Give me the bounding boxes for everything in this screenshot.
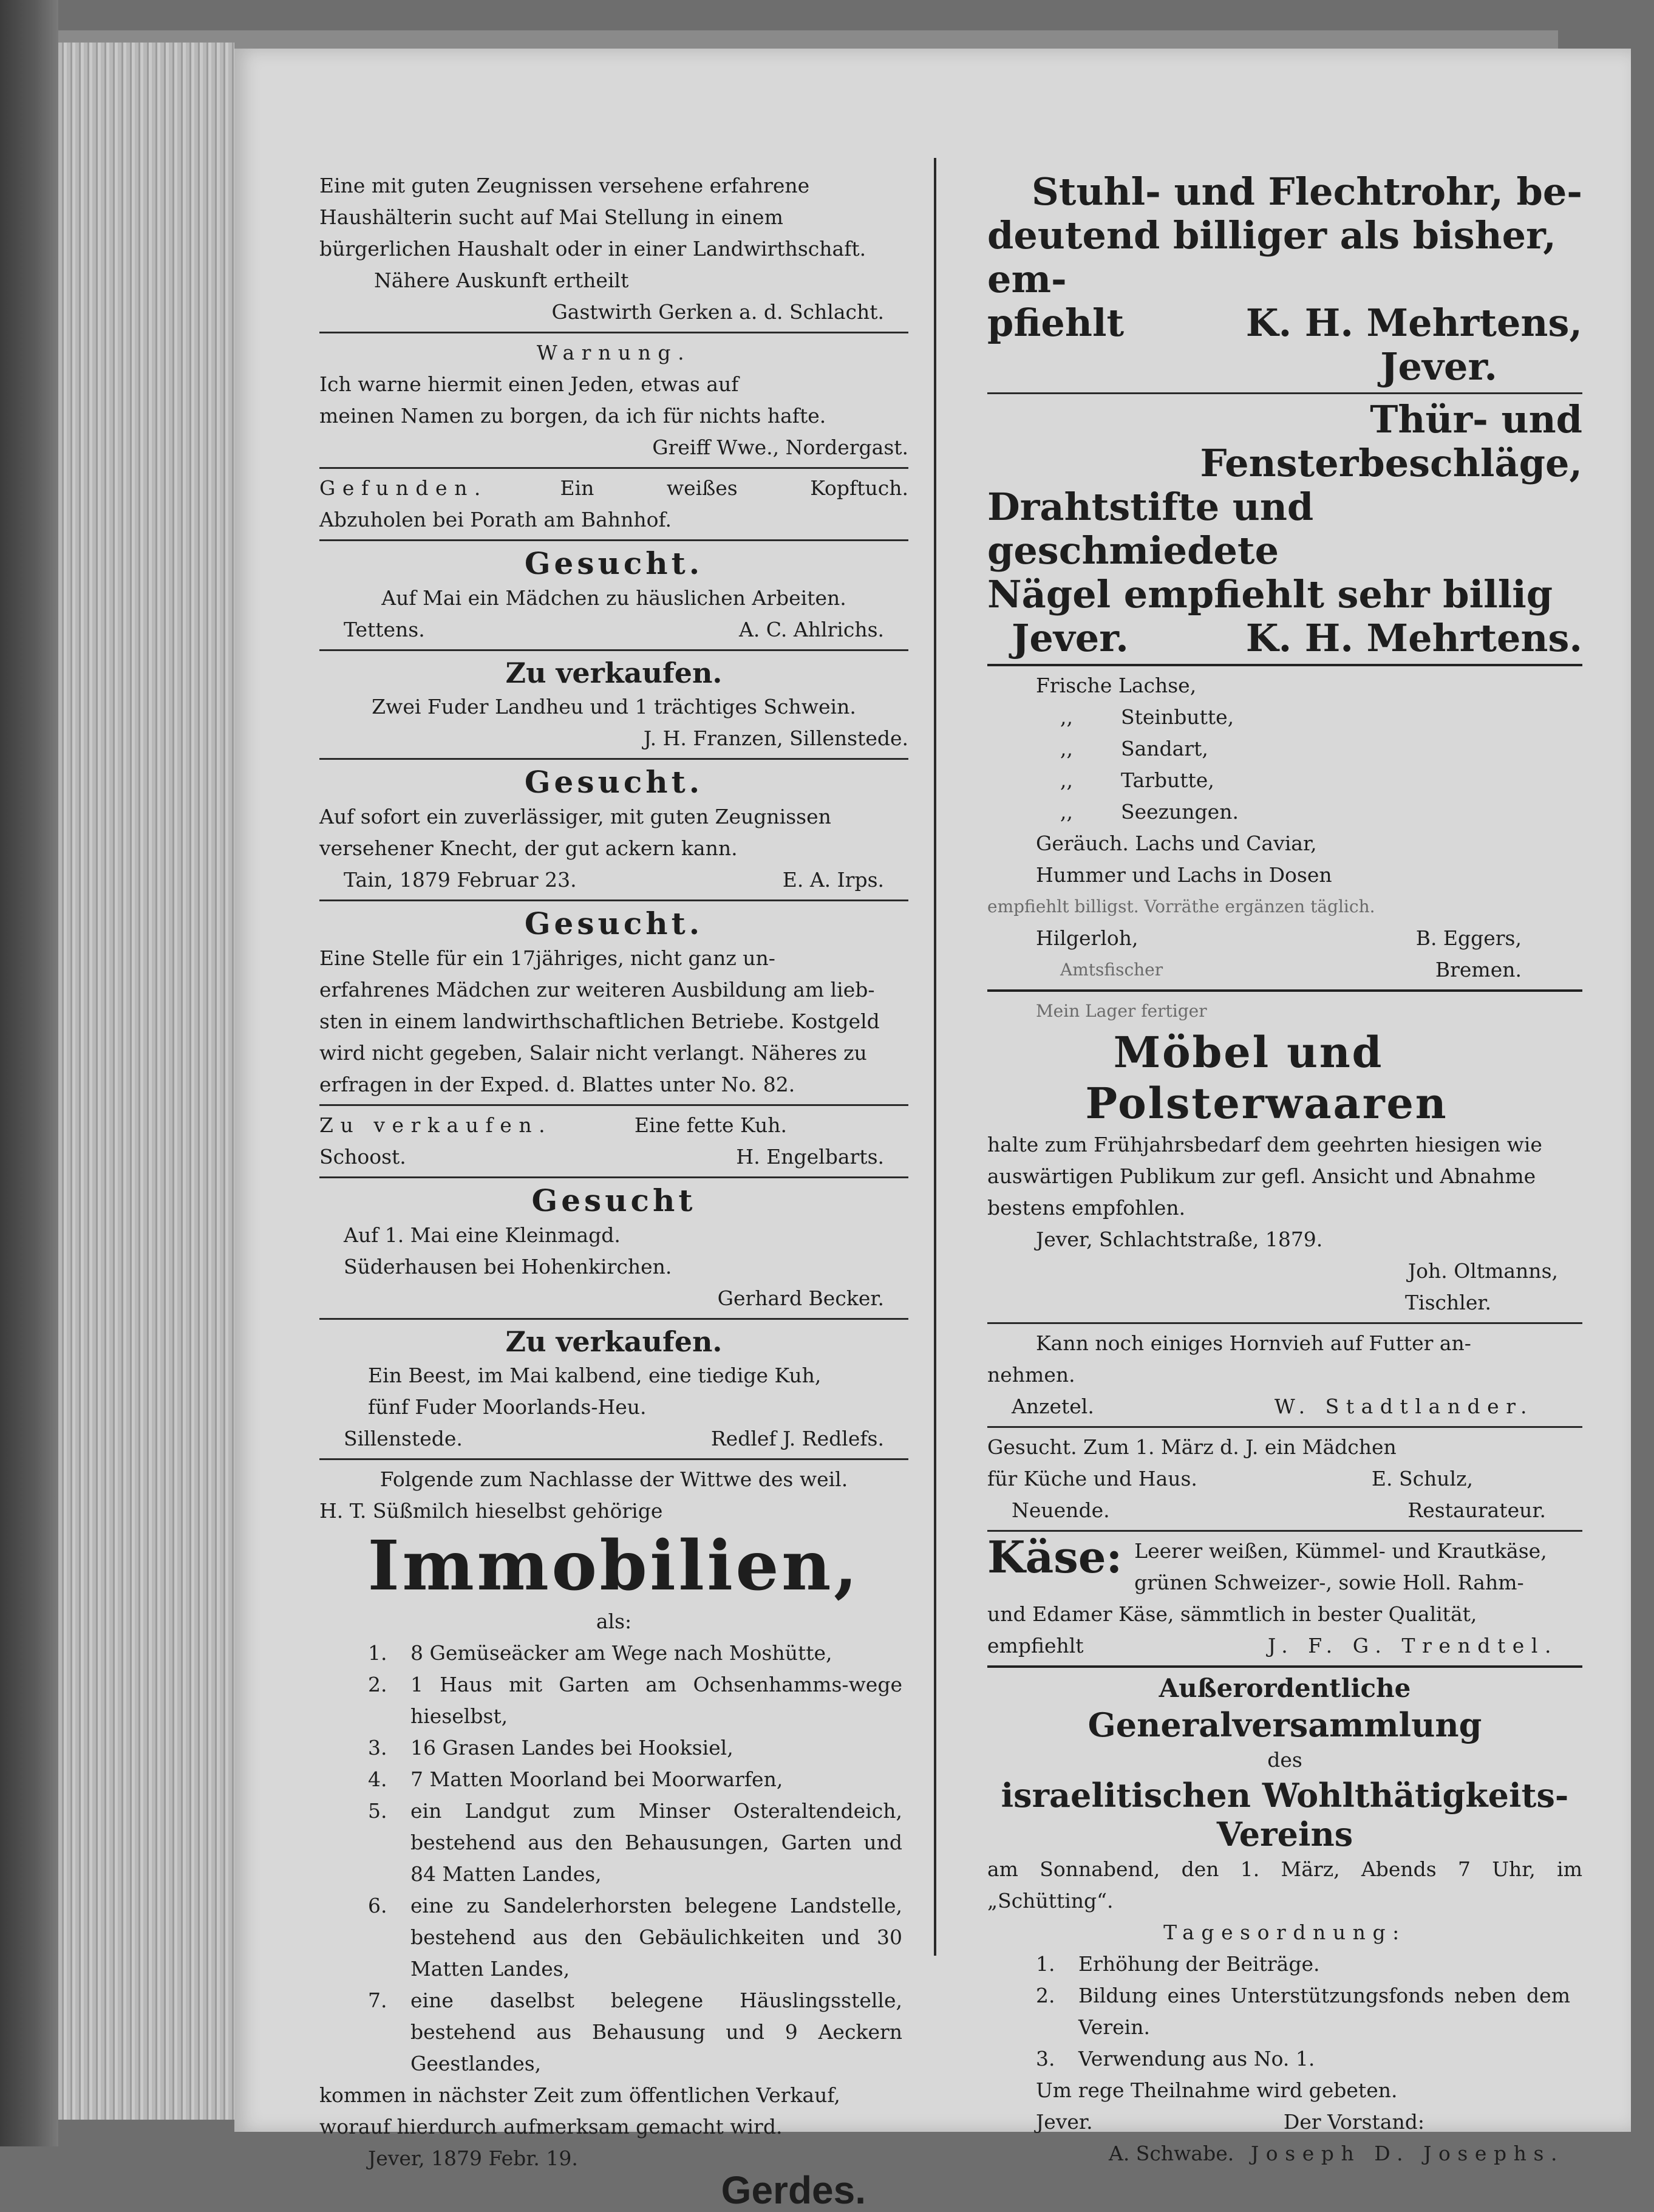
ad-signature: K. H. Mehrtens. bbox=[1245, 616, 1582, 660]
item-text: 16 Grasen Landes bei Hooksiel, bbox=[410, 1736, 733, 1760]
ad-place: Anzetel. bbox=[1012, 1394, 1094, 1418]
ad-place: Jever. bbox=[1012, 616, 1129, 660]
ad-separator bbox=[319, 899, 908, 901]
list-item bbox=[368, 1732, 902, 1764]
ad-headline: israelitischen Wohlthätigkeits- bbox=[1001, 1776, 1569, 1815]
ad-title: Gefunden. bbox=[319, 476, 488, 500]
ad-title: Zu verkaufen. bbox=[319, 1113, 553, 1137]
ad-signature: J. H. Franzen, Sillenstede. bbox=[643, 726, 908, 750]
ad-line: meinen Namen zu borgen, da ich für nichts hafte. bbox=[319, 404, 826, 428]
ad-text: pfiehlt bbox=[987, 301, 1125, 345]
item-text: eine zu Sandelerhorsten belegene Landstelle, bestehend aus den Gebäulichkeiten und 30 Matten Landes, bbox=[410, 1894, 902, 1981]
ad-line: Eine mit guten Zeugnissen versehene erfahrene bbox=[319, 174, 810, 197]
ad-separator bbox=[319, 539, 908, 541]
ad-text: Der Vorstand: bbox=[1283, 2110, 1424, 2134]
ad-signature: Restaurateur. bbox=[1407, 1498, 1546, 1522]
ad-headline: Thür- und Fensterbeschläge, bbox=[1200, 397, 1582, 485]
ad-grazing bbox=[987, 1328, 1582, 1422]
ad-line: Süderhausen bei Hohenkirchen. bbox=[344, 1255, 672, 1278]
ad-place: Tettens. bbox=[344, 618, 425, 641]
ad-wanted-farmhand bbox=[319, 763, 908, 896]
ad-date: am Sonnabend, den 1. März, Abends 7 Uhr, im „Schütting“. bbox=[987, 1857, 1582, 1913]
ad-separator bbox=[987, 1665, 1582, 1668]
ad-title: Zu verkaufen. bbox=[505, 657, 723, 689]
ad-date: Jever, 1879 Febr. 19. bbox=[368, 2146, 578, 2170]
ad-line: halte zum Frühjahrsbedarf dem geehrten hiesigen wie bbox=[987, 1133, 1542, 1156]
ad-hardware bbox=[987, 398, 1582, 660]
list-item bbox=[368, 1795, 902, 1890]
list-item bbox=[368, 1669, 902, 1732]
list-item bbox=[1036, 2043, 1570, 2075]
ad-title: Gesucht bbox=[531, 1183, 696, 1218]
ad-line: Tischler. bbox=[1405, 1291, 1491, 1314]
ad-line: nehmen. bbox=[987, 1363, 1075, 1387]
ad-for-sale-cow bbox=[319, 1110, 908, 1173]
ad-signature: B. Eggers, bbox=[1415, 926, 1522, 950]
ad-line: grünen Schweizer-, sowie Holl. Rahm- bbox=[1134, 1571, 1524, 1594]
ad-line: Folgende zum Nachlasse der Wittwe des weil. bbox=[379, 1467, 848, 1491]
ad-separator bbox=[319, 649, 908, 651]
ad-separator bbox=[319, 1176, 908, 1178]
ad-separator bbox=[319, 467, 908, 469]
ad-wanted-kitchen-maid bbox=[987, 1432, 1582, 1526]
ad-headline: Möbel und bbox=[1113, 1027, 1384, 1077]
page-stack-edge bbox=[58, 43, 234, 2120]
ad-signature: Bremen. bbox=[1435, 958, 1522, 981]
ad-separator bbox=[987, 392, 1582, 394]
ad-headline: Generalversammlung bbox=[1087, 1705, 1482, 1744]
ad-title: Gesucht. bbox=[524, 764, 704, 800]
ad-place: Amtsfischer bbox=[1060, 960, 1163, 980]
item-number: 7. bbox=[368, 1988, 387, 2012]
ad-place: Sillenstede. bbox=[344, 1427, 463, 1450]
ad-line: Hummer und Lachs in Dosen bbox=[1036, 863, 1332, 887]
ad-headline: Stuhl- und Flechtrohr, be- bbox=[1032, 169, 1582, 214]
ad-line: empfiehlt billigst. Vorräthe ergänzen täglich. bbox=[987, 896, 1375, 917]
ad-warning bbox=[319, 337, 908, 463]
ad-title: Gesucht. bbox=[524, 906, 704, 941]
ad-line: H. T. Süßmilch hieselbst gehörige bbox=[319, 1499, 663, 1523]
ad-headline: Außerordentliche bbox=[1159, 1673, 1411, 1703]
ditto-mark: ,, bbox=[1060, 768, 1073, 792]
ad-line: Auf Mai ein Mädchen zu häuslichen Arbeiten. bbox=[381, 586, 846, 610]
ad-wanted-girl bbox=[319, 545, 908, 646]
ad-place: Jever. bbox=[1380, 344, 1497, 389]
ad-headline: Immobilien, bbox=[367, 1526, 860, 1606]
ad-line: bürgerlichen Haushalt oder in einer Landwirthschaft. bbox=[319, 237, 866, 261]
ad-line: Um rege Theilnahme wird gebeten. bbox=[1036, 2078, 1398, 2102]
ad-headline: Nägel empfiehlt sehr billig bbox=[987, 572, 1553, 616]
item-text: 1 Haus mit Garten am Ochsenhamms-wege hieselbst, bbox=[410, 1673, 902, 1728]
ad-separator bbox=[319, 1104, 908, 1106]
ad-text: Ein bbox=[560, 476, 594, 500]
ad-signature: A. C. Ahlrichs. bbox=[739, 618, 884, 641]
ad-line: Tagesordnung: bbox=[1163, 1920, 1406, 1944]
ad-signature: Gerhard Becker. bbox=[717, 1286, 884, 1310]
item-text: Sandart, bbox=[1121, 737, 1208, 760]
ad-signature: E. Schulz, bbox=[1371, 1467, 1473, 1490]
ad-place: Jever. bbox=[1036, 2110, 1093, 2134]
ad-line: sten in einem landwirthschaftlichen Betriebe. Kostgeld bbox=[319, 1009, 880, 1033]
right-column bbox=[987, 170, 1582, 2169]
ad-signature: Joh. Oltmanns, bbox=[1407, 1259, 1558, 1283]
list-item bbox=[368, 1890, 902, 1985]
list-item bbox=[1036, 1980, 1570, 2043]
ad-for-sale-cattle bbox=[319, 1323, 908, 1455]
ditto-mark: ,, bbox=[1060, 737, 1073, 760]
ad-line: Geräuch. Lachs und Caviar, bbox=[1036, 831, 1317, 855]
ad-found bbox=[319, 473, 908, 536]
ad-title: Zu verkaufen. bbox=[505, 1325, 723, 1358]
ad-fish bbox=[987, 670, 1582, 891]
list-item bbox=[1036, 1948, 1570, 1980]
ad-separator bbox=[319, 332, 908, 333]
ad-cane bbox=[987, 170, 1582, 389]
item-text: Verwendung aus No. 1. bbox=[1078, 2047, 1315, 2070]
left-column bbox=[319, 170, 908, 2212]
list-item bbox=[368, 1637, 902, 1669]
ad-place: Tain, 1879 Februar 23. bbox=[344, 868, 577, 892]
ad-line: erfragen in der Exped. d. Blattes unter No. 82. bbox=[319, 1073, 795, 1096]
item-text: ein Landgut zum Minser Osteraltendeich, bestehend aus den Behausungen, Garten und 84 Matten Landes, bbox=[410, 1799, 902, 1886]
ad-line: versehener Knecht, der gut ackern kann. bbox=[319, 836, 738, 860]
ad-line: als: bbox=[596, 1610, 632, 1633]
item-number: 3. bbox=[1036, 2047, 1055, 2070]
ad-text: weißes bbox=[666, 476, 738, 500]
ad-line: fünf Fuder Moorlands-Heu. bbox=[368, 1395, 647, 1419]
ad-line: und Edamer Käse, sämmtlich in bester Qualität, bbox=[987, 1602, 1477, 1626]
ditto-mark: ,, bbox=[1060, 800, 1073, 824]
ad-line: Nähere Auskunft ertheilt bbox=[374, 268, 629, 292]
list-item bbox=[1060, 701, 1582, 733]
item-text: Seezungen. bbox=[1121, 800, 1239, 824]
ad-real-estate bbox=[319, 1464, 908, 2212]
ad-headline: Polsterwaaren bbox=[1085, 1078, 1448, 1128]
newspaper-page bbox=[234, 49, 1631, 2212]
ad-line: auswärtigen Publikum zur gefl. Ansicht und Abnahme bbox=[987, 1164, 1536, 1188]
ad-headline: Vereins bbox=[1216, 1815, 1353, 1854]
ad-line: Frische Lachse, bbox=[1036, 674, 1197, 697]
ad-line: erfahrenes Mädchen zur weiteren Ausbildung am lieb- bbox=[319, 978, 875, 1002]
ad-line: Mein Lager fertiger bbox=[1036, 1001, 1207, 1021]
ad-line: Kann noch einiges Hornvieh auf Futter an- bbox=[1036, 1331, 1471, 1355]
ad-separator bbox=[319, 1458, 908, 1460]
item-number: 6. bbox=[368, 1894, 387, 1917]
ad-separator bbox=[319, 1318, 908, 1320]
ad-text: empfiehlt bbox=[987, 1634, 1084, 1657]
ad-separator bbox=[987, 1322, 1582, 1324]
item-text: Tarbutte, bbox=[1121, 768, 1214, 792]
ad-separator bbox=[987, 664, 1582, 666]
list-item bbox=[1060, 733, 1582, 765]
book-spine bbox=[0, 0, 58, 2146]
ad-signature: E. A. Irps. bbox=[782, 868, 884, 892]
list-item bbox=[1060, 765, 1582, 796]
ad-line: kommen in nächster Zeit zum öffentlichen Verkauf, bbox=[319, 2083, 840, 2107]
ad-fish-footer bbox=[987, 891, 1582, 986]
ad-signature: Redlef J. Redlefs. bbox=[710, 1427, 884, 1450]
ad-place: Neuende. bbox=[1012, 1498, 1110, 1522]
ad-headline: Käse: bbox=[987, 1531, 1123, 1583]
item-text: Steinbutte, bbox=[1121, 705, 1234, 729]
property-list bbox=[319, 1637, 908, 2080]
item-number: 1. bbox=[1036, 1952, 1055, 1976]
item-number: 5. bbox=[368, 1799, 387, 1823]
ad-line: Gesucht. Zum 1. März d. J. ein Mädchen bbox=[987, 1435, 1397, 1459]
ad-housekeeper bbox=[319, 170, 908, 328]
ad-separator bbox=[319, 758, 908, 760]
list-item bbox=[368, 1985, 902, 2080]
ad-signature: W. Stadtlander. bbox=[1274, 1394, 1534, 1418]
ad-line: des bbox=[1267, 1748, 1302, 1772]
ad-signature: J. F. G. Trendtel. bbox=[1268, 1634, 1558, 1657]
ad-line: wird nicht gegeben, Salair nicht verlangt. Näheres zu bbox=[319, 1041, 867, 1065]
item-number: 1. bbox=[368, 1641, 387, 1665]
ad-signature: H. Engelbarts. bbox=[736, 1145, 884, 1169]
ditto-mark: ,, bbox=[1060, 705, 1073, 729]
list-item bbox=[1060, 796, 1582, 828]
ad-line: Auf 1. Mai eine Kleinmagd. bbox=[344, 1223, 621, 1247]
ad-wanted-maid bbox=[319, 1182, 908, 1314]
item-text: 8 Gemüseäcker am Wege nach Moshütte, bbox=[410, 1641, 832, 1665]
item-number: 2. bbox=[368, 1673, 387, 1696]
column-rule bbox=[934, 158, 936, 1956]
ad-text: Kopftuch. bbox=[810, 476, 908, 500]
ad-line: Auf sofort ein zuverlässiger, mit guten Zeugnissen bbox=[319, 805, 831, 828]
ad-furniture bbox=[987, 995, 1582, 1319]
agenda-list bbox=[987, 1948, 1582, 2075]
ad-signature: A. Schwabe. bbox=[1109, 2142, 1234, 2165]
ad-date: Jever, Schlachtstraße, 1879. bbox=[1036, 1227, 1323, 1251]
ad-place: Hilgerloh, bbox=[1036, 926, 1138, 950]
ad-cheese bbox=[987, 1531, 1582, 1662]
ad-line: Ich warne hiermit einen Jeden, etwas auf bbox=[319, 372, 739, 396]
ad-line: Eine Stelle für ein 17jähriges, nicht ganz un- bbox=[319, 946, 775, 970]
ad-line: worauf hierdurch aufmerksam gemacht wird. bbox=[319, 2115, 783, 2139]
ad-line: Zwei Fuder Landheu und 1 trächtiges Schwein. bbox=[372, 695, 856, 719]
list-item bbox=[368, 1764, 902, 1795]
item-text: eine daselbst belegene Häuslingsstelle, bestehend aus Behausung und 9 Aeckern Geestlandes, bbox=[410, 1988, 902, 2075]
ad-title: Warnung. bbox=[536, 341, 692, 364]
ad-signature: K. H. Mehrtens, bbox=[1245, 301, 1582, 345]
ad-separator bbox=[987, 989, 1582, 992]
ad-line: für Küche und Haus. bbox=[987, 1467, 1197, 1490]
ad-line: bestens empfohlen. bbox=[987, 1196, 1186, 1220]
ad-line: Ein Beest, im Mai kalbend, eine tiedige Kuh, bbox=[368, 1364, 822, 1387]
ad-signature: Joseph D. Josephs. bbox=[1251, 2142, 1564, 2165]
ad-line: Haushälterin sucht auf Mai Stellung in einem bbox=[319, 205, 783, 229]
ad-place: Schoost. bbox=[319, 1145, 406, 1169]
item-number: 2. bbox=[1036, 1984, 1055, 2007]
ad-line: Abzuholen bei Porath am Bahnhof. bbox=[319, 508, 672, 531]
item-number: 3. bbox=[368, 1736, 387, 1760]
ad-title: Gesucht. bbox=[524, 545, 704, 581]
item-text: Erhöhung der Beiträge. bbox=[1078, 1952, 1320, 1976]
ad-signature: Greiff Wwe., Nordergast. bbox=[652, 435, 908, 459]
ad-separator bbox=[987, 1426, 1582, 1428]
ad-for-sale-hay bbox=[319, 655, 908, 754]
item-number: 4. bbox=[368, 1767, 387, 1791]
fish-list bbox=[1036, 701, 1582, 828]
ad-text: Eine fette Kuh. bbox=[634, 1113, 787, 1137]
item-text: 7 Matten Moorland bei Moorwarfen, bbox=[410, 1767, 783, 1791]
ad-headline: deutend billiger als bisher, em- bbox=[987, 213, 1556, 301]
ad-general-assembly bbox=[987, 1671, 1582, 2169]
ad-signature: Gastwirth Gerken a. d. Schlacht. bbox=[551, 300, 884, 324]
ad-signature: Gerdes. bbox=[721, 2168, 866, 2212]
ad-line: Leerer weißen, Kümmel- und Krautkäse, bbox=[1134, 1539, 1547, 1563]
ad-wanted-position bbox=[319, 905, 908, 1101]
ad-headline: Drahtstifte und geschmiedete bbox=[987, 485, 1314, 573]
item-text: Bildung eines Unterstützungsfonds neben dem Verein. bbox=[1078, 1984, 1570, 2039]
